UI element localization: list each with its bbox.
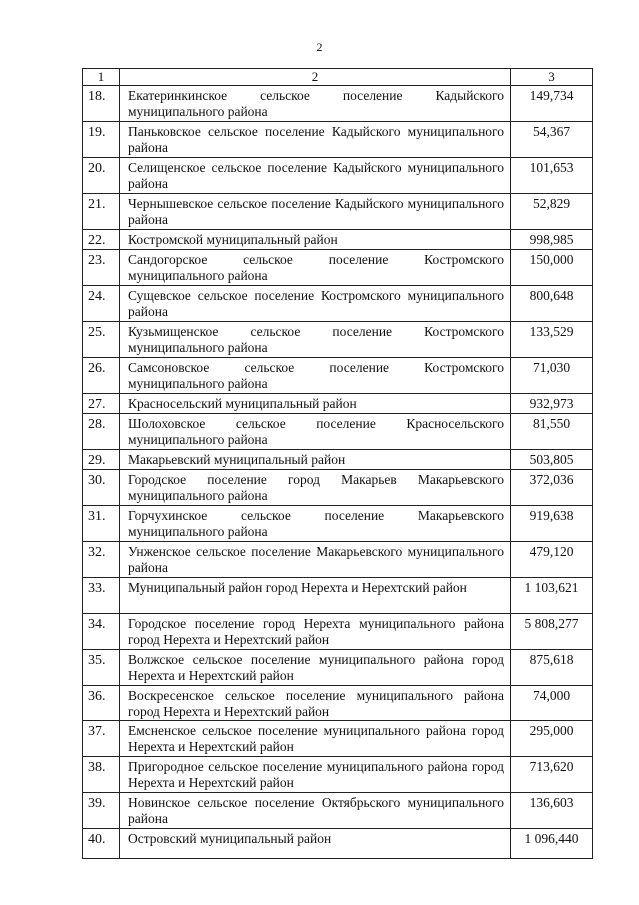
- table-row: [83, 286, 593, 322]
- municipality-name-text: Сандогорское сельское поселение Костромского муниципального района: [128, 252, 504, 283]
- municipality-name-text: Самсоновское сельское поселение Костромского муниципального района: [128, 360, 504, 391]
- row-number: 35.: [83, 650, 120, 686]
- table-row: [83, 250, 593, 286]
- header-col-3: 3: [511, 69, 593, 86]
- row-municipality-name: [120, 470, 511, 506]
- row-amount: 295,000: [511, 721, 593, 757]
- row-amount: 713,620: [511, 757, 593, 793]
- row-number: 20.: [83, 158, 120, 194]
- table-header-row: [83, 69, 593, 86]
- table-row: [83, 614, 593, 650]
- row-municipality-name: [120, 358, 511, 394]
- municipality-name-text: Сущевское сельское поселение Костромского муниципального района: [128, 288, 504, 319]
- row-municipality-name: [120, 793, 511, 829]
- municipality-name-text: Макарьевский муниципальный район: [128, 452, 346, 467]
- row-municipality-name: [120, 414, 511, 450]
- table-row: [83, 757, 593, 793]
- row-amount: 998,985: [511, 230, 593, 250]
- row-municipality-name: [120, 286, 511, 322]
- table-row: [83, 650, 593, 686]
- table-row: [83, 394, 593, 414]
- municipality-name-text: Селищенское сельское поселение Кадыйского муниципального района: [128, 160, 504, 191]
- row-municipality-name: [120, 578, 511, 614]
- row-municipality-name: [120, 506, 511, 542]
- row-number: 40.: [83, 829, 120, 859]
- row-amount: 1 103,621: [511, 578, 593, 614]
- table-row: [83, 686, 593, 721]
- table-row: [83, 829, 593, 859]
- row-amount: 133,529: [511, 322, 593, 358]
- row-municipality-name: [120, 614, 511, 650]
- municipality-name-text: Муниципальный район город Нерехта и Нерехтский район: [128, 580, 467, 595]
- row-number: 29.: [83, 450, 120, 470]
- row-number: 36.: [83, 686, 120, 721]
- row-amount: 1 096,440: [511, 829, 593, 859]
- table-row: [83, 322, 593, 358]
- table-row: [83, 122, 593, 158]
- row-number: 38.: [83, 757, 120, 793]
- row-municipality-name: [120, 122, 511, 158]
- table-row: [83, 542, 593, 578]
- row-amount: 136,603: [511, 793, 593, 829]
- row-number: 37.: [83, 721, 120, 757]
- municipality-name-text: Островский муниципальный район: [128, 831, 332, 846]
- table-row: [83, 158, 593, 194]
- row-amount: 81,550: [511, 414, 593, 450]
- table-row: [83, 450, 593, 470]
- municipality-name-text: Чернышевское сельское поселение Кадыйского муниципального района: [128, 196, 504, 227]
- row-number: 27.: [83, 394, 120, 414]
- row-amount: 5 808,277: [511, 614, 593, 650]
- row-number: 28.: [83, 414, 120, 450]
- row-number: 32.: [83, 542, 120, 578]
- row-amount: 800,648: [511, 286, 593, 322]
- row-municipality-name: [120, 322, 511, 358]
- row-municipality-name: [120, 542, 511, 578]
- table-row: [83, 721, 593, 757]
- row-municipality-name: [120, 450, 511, 470]
- municipality-name-text: Паньковское сельское поселение Кадыйского муниципального района: [128, 124, 504, 155]
- allocation-table: [82, 68, 593, 859]
- row-municipality-name: [120, 686, 511, 721]
- municipality-name-text: Унженское сельское поселение Макарьевского муниципального района: [128, 544, 504, 575]
- header-col-2: 2: [120, 69, 511, 86]
- table-row: [83, 194, 593, 230]
- municipality-name-text: Воскресенское сельское поселение муниципального района город Нерехта и Нерехтский район: [128, 688, 504, 719]
- row-amount: 149,734: [511, 86, 593, 122]
- row-number: 39.: [83, 793, 120, 829]
- row-amount: 74,000: [511, 686, 593, 721]
- municipality-name-text: Костромской муниципальный район: [128, 232, 338, 247]
- row-amount: 875,618: [511, 650, 593, 686]
- municipality-name-text: Горчухинское сельское поселение Макарьевского муниципального района: [128, 508, 504, 539]
- table-row: [83, 793, 593, 829]
- municipality-name-text: Шолоховское сельское поселение Красносельского муниципального района: [128, 416, 504, 447]
- row-number: 19.: [83, 122, 120, 158]
- row-number: 22.: [83, 230, 120, 250]
- row-municipality-name: [120, 829, 511, 859]
- municipality-name-text: Пригородное сельское поселение муниципального района город Нерехта и Нерехтский район: [128, 759, 504, 790]
- row-amount: 71,030: [511, 358, 593, 394]
- row-amount: 52,829: [511, 194, 593, 230]
- table-row: [83, 578, 593, 614]
- table-row: [83, 86, 593, 122]
- row-municipality-name: [120, 650, 511, 686]
- row-number: 23.: [83, 250, 120, 286]
- row-number: 26.: [83, 358, 120, 394]
- municipality-name-text: Емсненское сельское поселение муниципального района город Нерехта и Нерехтский район: [128, 723, 504, 754]
- row-municipality-name: [120, 230, 511, 250]
- row-number: 30.: [83, 470, 120, 506]
- row-municipality-name: [120, 721, 511, 757]
- row-amount: 919,638: [511, 506, 593, 542]
- row-municipality-name: [120, 158, 511, 194]
- row-municipality-name: [120, 194, 511, 230]
- header-col-1: 1: [83, 69, 120, 86]
- row-municipality-name: [120, 250, 511, 286]
- row-municipality-name: [120, 86, 511, 122]
- row-amount: 54,367: [511, 122, 593, 158]
- table-row: [83, 470, 593, 506]
- page-number: 2: [316, 40, 323, 54]
- row-number: 21.: [83, 194, 120, 230]
- row-amount: 479,120: [511, 542, 593, 578]
- municipality-name-text: Городское поселение город Макарьев Макарьевского муниципального района: [128, 472, 504, 503]
- row-number: 31.: [83, 506, 120, 542]
- row-number: 33.: [83, 578, 120, 614]
- table-row: [83, 506, 593, 542]
- table-row: [83, 358, 593, 394]
- row-municipality-name: [120, 394, 511, 414]
- row-number: 24.: [83, 286, 120, 322]
- row-municipality-name: [120, 757, 511, 793]
- row-number: 25.: [83, 322, 120, 358]
- municipality-name-text: Новинское сельское поселение Октябрьского муниципального района: [128, 795, 504, 826]
- row-amount: 932,973: [511, 394, 593, 414]
- row-amount: 101,653: [511, 158, 593, 194]
- municipality-name-text: Екатеринкинское сельское поселение Кадыйского муниципального района: [128, 88, 504, 119]
- row-amount: 150,000: [511, 250, 593, 286]
- municipality-name-text: Красносельский муниципальный район: [128, 396, 357, 411]
- municipality-name-text: Городское поселение город Нерехта муниципального района город Нерехта и Нерехтский район: [128, 616, 504, 647]
- row-number: 34.: [83, 614, 120, 650]
- row-number: 18.: [83, 86, 120, 122]
- municipality-name-text: Волжское сельское поселение муниципального района город Нерехта и Нерехтский район: [128, 652, 504, 683]
- table-row: [83, 414, 593, 450]
- municipality-name-text: Кузьмищенское сельское поселение Костромского муниципального района: [128, 324, 504, 355]
- row-amount: 503,805: [511, 450, 593, 470]
- row-amount: 372,036: [511, 470, 593, 506]
- table-row: [83, 230, 593, 250]
